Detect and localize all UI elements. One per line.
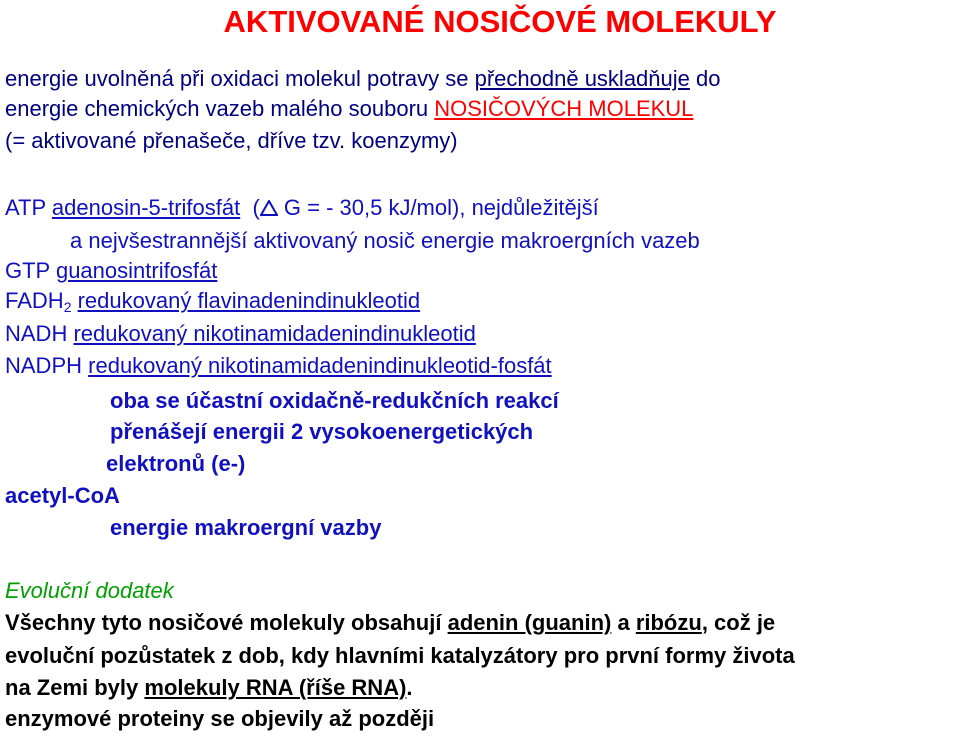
intro-line-1 [5, 66, 720, 92]
atp-rest: , nejdůležitější [459, 195, 599, 220]
ribose-term: ribózu [635, 610, 702, 635]
atp-abbr: ATP [5, 195, 46, 220]
intro-highlight: NOSIČOVÝCH MOLEKUL [434, 96, 694, 121]
atp-paren: ( [252, 195, 260, 220]
redox-note-3: elektronů (e-) [106, 451, 246, 476]
evolution-line-1 [5, 610, 775, 636]
intro-text: energie uvolněná při oxidaci molekul potravy se [5, 66, 475, 91]
intro-line-3 [5, 128, 458, 154]
evolution-text: . [406, 675, 413, 700]
intro-text: energie chemických vazeb malého souboru [5, 96, 435, 121]
fadh-name: redukovaný flavinadenindinukleotid [77, 288, 421, 313]
atp-description: a nejvšestrannější aktivovaný nosič energie makroergních vazeb [70, 228, 700, 253]
intro-underlined-term: přechodně uskladňuje [474, 66, 690, 91]
gtp-abbr: GTP [5, 258, 50, 283]
nadh-name: redukovaný nikotinamidadenindinukleotid [73, 321, 476, 346]
evolution-line-2: evoluční pozůstatek z dob, kdy hlavními katalyzátory pro první formy života [5, 643, 795, 668]
intro-text: (= aktivované přenašeče, dříve tzv. koenzymy) [5, 128, 458, 153]
evolution-heading: Evoluční dodatek [5, 578, 174, 603]
atp-energy: G = - 30,5 kJ/mol) [277, 195, 460, 220]
nadph-name: redukovaný nikotinamidadenindinukleotid-fosfát [88, 353, 552, 378]
nadph-line [5, 353, 552, 379]
fadh-abbr: FADH [5, 288, 64, 313]
acetyl-coa-line: acetyl-CoA [5, 483, 120, 508]
evolution-text: a [611, 610, 636, 635]
evolution-line-4: enzymové proteiny se objevily až později [5, 706, 435, 731]
adenin-term: adenin (guanin) [447, 610, 612, 635]
gtp-line [5, 258, 217, 284]
evolution-line-3 [5, 675, 413, 701]
intro-line-2 [5, 96, 693, 122]
nadh-abbr: NADH [5, 321, 68, 346]
page-title: AKTIVOVANÉ NOSIČOVÉ MOLEKULY [223, 4, 777, 39]
nadh-line [5, 321, 476, 347]
intro-text: do [689, 66, 721, 91]
evolution-text: , což je [701, 610, 776, 635]
fadh-line [5, 288, 420, 314]
nadph-abbr: NADPH [5, 353, 83, 378]
evolution-text: na Zemi byly [5, 675, 145, 700]
delta-triangle-icon [260, 200, 278, 216]
gtp-name: guanosintrifosfát [55, 258, 218, 283]
fadh-subscript: 2 [63, 299, 72, 315]
evolution-text: Všechny tyto nosičové molekuly obsahují [5, 610, 448, 635]
redox-note-2: přenášejí energii 2 vysokoenergetických [110, 419, 534, 444]
atp-line [5, 195, 599, 221]
atp-line-2 [70, 228, 700, 254]
redox-note-1: oba se účastní oxidačně-redukčních reakcí [110, 388, 559, 413]
rna-term: molekuly RNA (říše RNA) [144, 675, 407, 700]
atp-name: adenosin-5-trifosfát [51, 195, 241, 220]
acetyl-coa-note: energie makroergní vazby [110, 515, 382, 540]
